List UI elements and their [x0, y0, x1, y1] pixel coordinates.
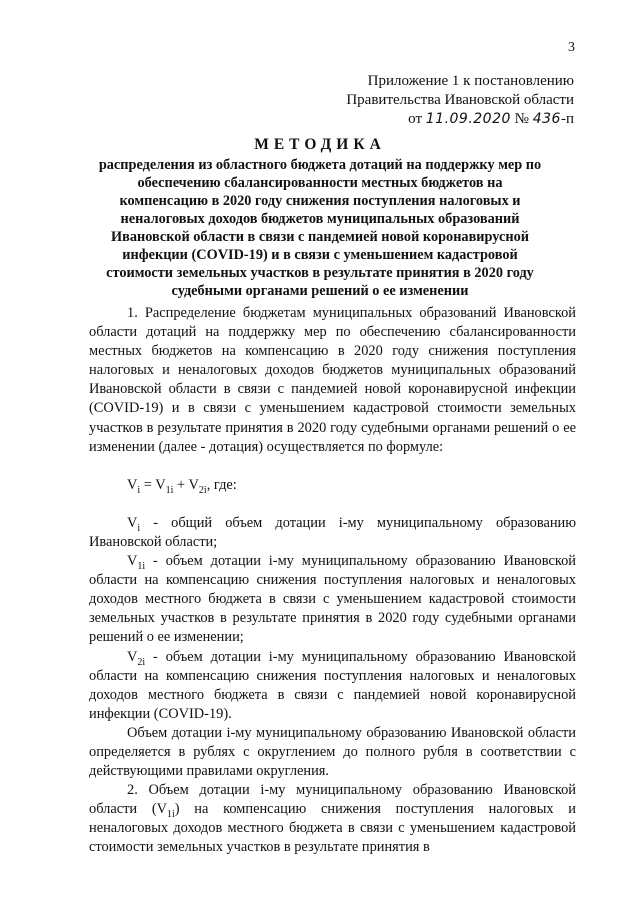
- appendix-line-1: Приложение 1 к постановлению: [367, 73, 574, 89]
- appendix-block: [346, 72, 574, 129]
- formula: $V_i = V_{1i} + V_{2i}$, где:: [127, 476, 237, 496]
- handwritten-date: 11.09.2020: [425, 111, 511, 127]
- paragraph-1: 1. Распределение бюджетам муниципальных образований Ивановской области дотаций на поддержку мер по обеспечению сбалансированности местных бюджетов на компенсацию в 2020 году снижения поступления налоговых и неналоговых доходов бюджетов муниципальных образований Ивановской области в связи с пандемией новой коронавирусной инфекции (COVID-19) и в связи с уменьшением кадастровой стоимости земельных участков в результате принятия в 2020 году судебными органами решений о ее изменении (далее - дотация) осуществляется по формуле:: [89, 305, 576, 455]
- appendix-line-2: Правительства Ивановской области: [346, 92, 574, 108]
- page-number: 3: [568, 40, 575, 55]
- definition-v1i: $V_{1i}$ - объем дотации i-му муниципальному образованию Ивановской области на компенсацию снижения поступления налоговых и неналоговых доходов местного бюджета в связи с уменьшением кадастровой стоимости земельных участков в результате принятия в 2020 году судебными органами решений о ее изменении;: [89, 553, 576, 646]
- appendix-line-3: [346, 110, 574, 129]
- document-body: [89, 304, 576, 858]
- number-label: №: [514, 111, 529, 127]
- document-subtitle: распределения из областного бюджета дотаций на поддержку мер по обеспечению сбалансированности местных бюджетов на компенсацию в 2020 году снижения поступления налоговых и неналоговых доходов бюджетов муниципальных образований Ивановской области в связи с пандемией новой коронавирусной инфекции (COVID-19) и в связи с уменьшением кадастровой стоимости земельных участков в результате принятия в 2020 году судебными органами решений о ее изменении: [98, 157, 542, 299]
- rounding-paragraph: Объем дотации i-му муниципальному образованию Ивановской области определяется в рублях с округлением до полного рубля в соответствии с действующими правилами округления.: [89, 724, 576, 780]
- document-title: МЕТОДИКА: [254, 136, 386, 153]
- from-label: от: [408, 111, 422, 127]
- handwritten-number: 436: [532, 111, 561, 127]
- paragraph-2: 2. Объем дотации i-му муниципальному образованию Ивановской области $(V_{1i})$ на компенсацию снижения поступления налоговых и неналоговых доходов местного бюджета в связи с уменьшением кадастровой стоимости земельных участков в результате принятия в: [89, 782, 576, 856]
- number-suffix: -п: [560, 111, 574, 127]
- definition-v2i: $V_{2i}$ - объем дотации i-му муниципальному образованию Ивановской области на компенсацию снижения поступления налоговых и неналоговых доходов местного бюджета в связи с пандемией новой коронавирусной инфекции (COVID-19).: [89, 648, 576, 722]
- definition-vi: $V_i$ - общий объем дотации i-му муниципальному образованию Ивановской области;: [89, 514, 576, 550]
